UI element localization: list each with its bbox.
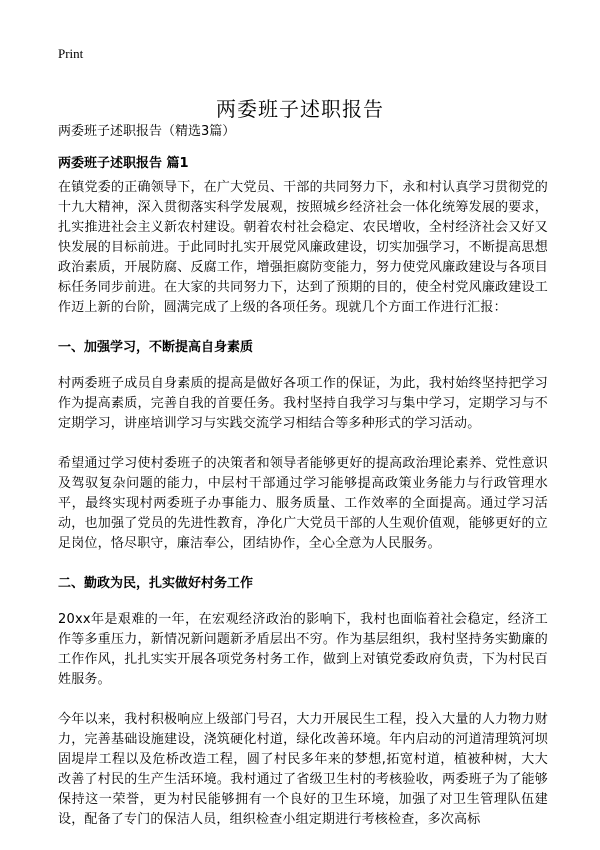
intro-paragraph: 在镇党委的正确领导下，在广大党员、干部的共同努力下，永和村认真学习贯彻党的十九大精神，深入贯彻落实科学发展观，按照城乡经济社会一体化统筹发展的要求，扎实推进社会主义新农村建设。朝着农村社会稳定、农民增收，全村经济社会又好又快发展的目标前进。于此同时扎实开展党风廉政建设，切实加强学习，不断提高思想政治素质，开展防腐、反腐工作，增强拒腐防变能力，努力使党风廉政建设与各项目标任务同步前进。在大家的共同努力下，达到了预期的目的，使全村党风廉政建设工作迈上新的台阶，圆满完成了上级的各项任务。现就几个方面工作进行汇报：	[58, 180, 548, 315]
section-title: 两委班子述职报告 篇1	[58, 156, 189, 171]
paragraph-2a: 20xx年是艰难的一年，在宏观经济政治的影响下，我村也面临着社会稳定，经济工作等多重压力，新情况新问题新矛盾层出不穷。作为基层组织，我村坚持务实勤廉的工作作风，扎扎实实开展各项党务村务工作，做到上对镇党委政府负责，下为村民百姓服务。	[58, 612, 548, 687]
document-body	[58, 178, 548, 850]
page-title: 两委班子述职报告	[216, 97, 384, 122]
paragraph-2b: 今年以来，我村积极响应上级部门号召，大力开展民生工程，投入大量的人力物力财力，完善基础设施建设，浇筑硬化村道，绿化改善环境。年内启动的河道清理筑河坝固堤岸工程以及危桥改造工程，圆了村民多年来的梦想,拓宽村道，植被种树，大大改善了村民的生产生活环境。我村通过了省级卫生村的考核验收，两委班子为了能够保持这一荣誉，更为村民能够拥有一个良好的卫生环境，加强了对卫生管理队伍建设，配备了专门的保洁人员，组织检查小组定期进行考核检查，多次高标	[58, 712, 548, 827]
paragraph-1b: 希望通过学习使村委班子的决策者和领导者能够更好的提高政治理论素养、党性意识及驾驭复杂问题的能力，中层村干部通过学习能够提高政策业务能力与行政管理水平，最终实现村两委班子办事能力、服务质量、工作效率的全面提高。通过学习活动，也加强了党员的先进性教育，净化广大党员干部的人生观价值观，能够更好的立足岗位，恪尽职守，廉洁奉公，团结协作，全心全意为人民服务。	[58, 456, 548, 551]
section-heading-2: 二、勤政为民，扎实做好村务工作	[58, 576, 254, 591]
section-heading-1: 一、加强学习，不断提高自身素质	[58, 340, 254, 355]
print-link[interactable]: Print	[58, 46, 84, 61]
paragraph-1a: 村两委班子成员自身素质的提高是做好各项工作的保证，为此，我村始终坚持把学习作为提高素质，完善自我的首要任务。我村坚持自我学习与集中学习，定期学习与不定期学习，讲座培训学习与实践交流学习相结合等多种形式的学习活动。	[58, 376, 548, 431]
document-subtitle: 两委班子述职报告（精选3篇）	[58, 124, 236, 139]
